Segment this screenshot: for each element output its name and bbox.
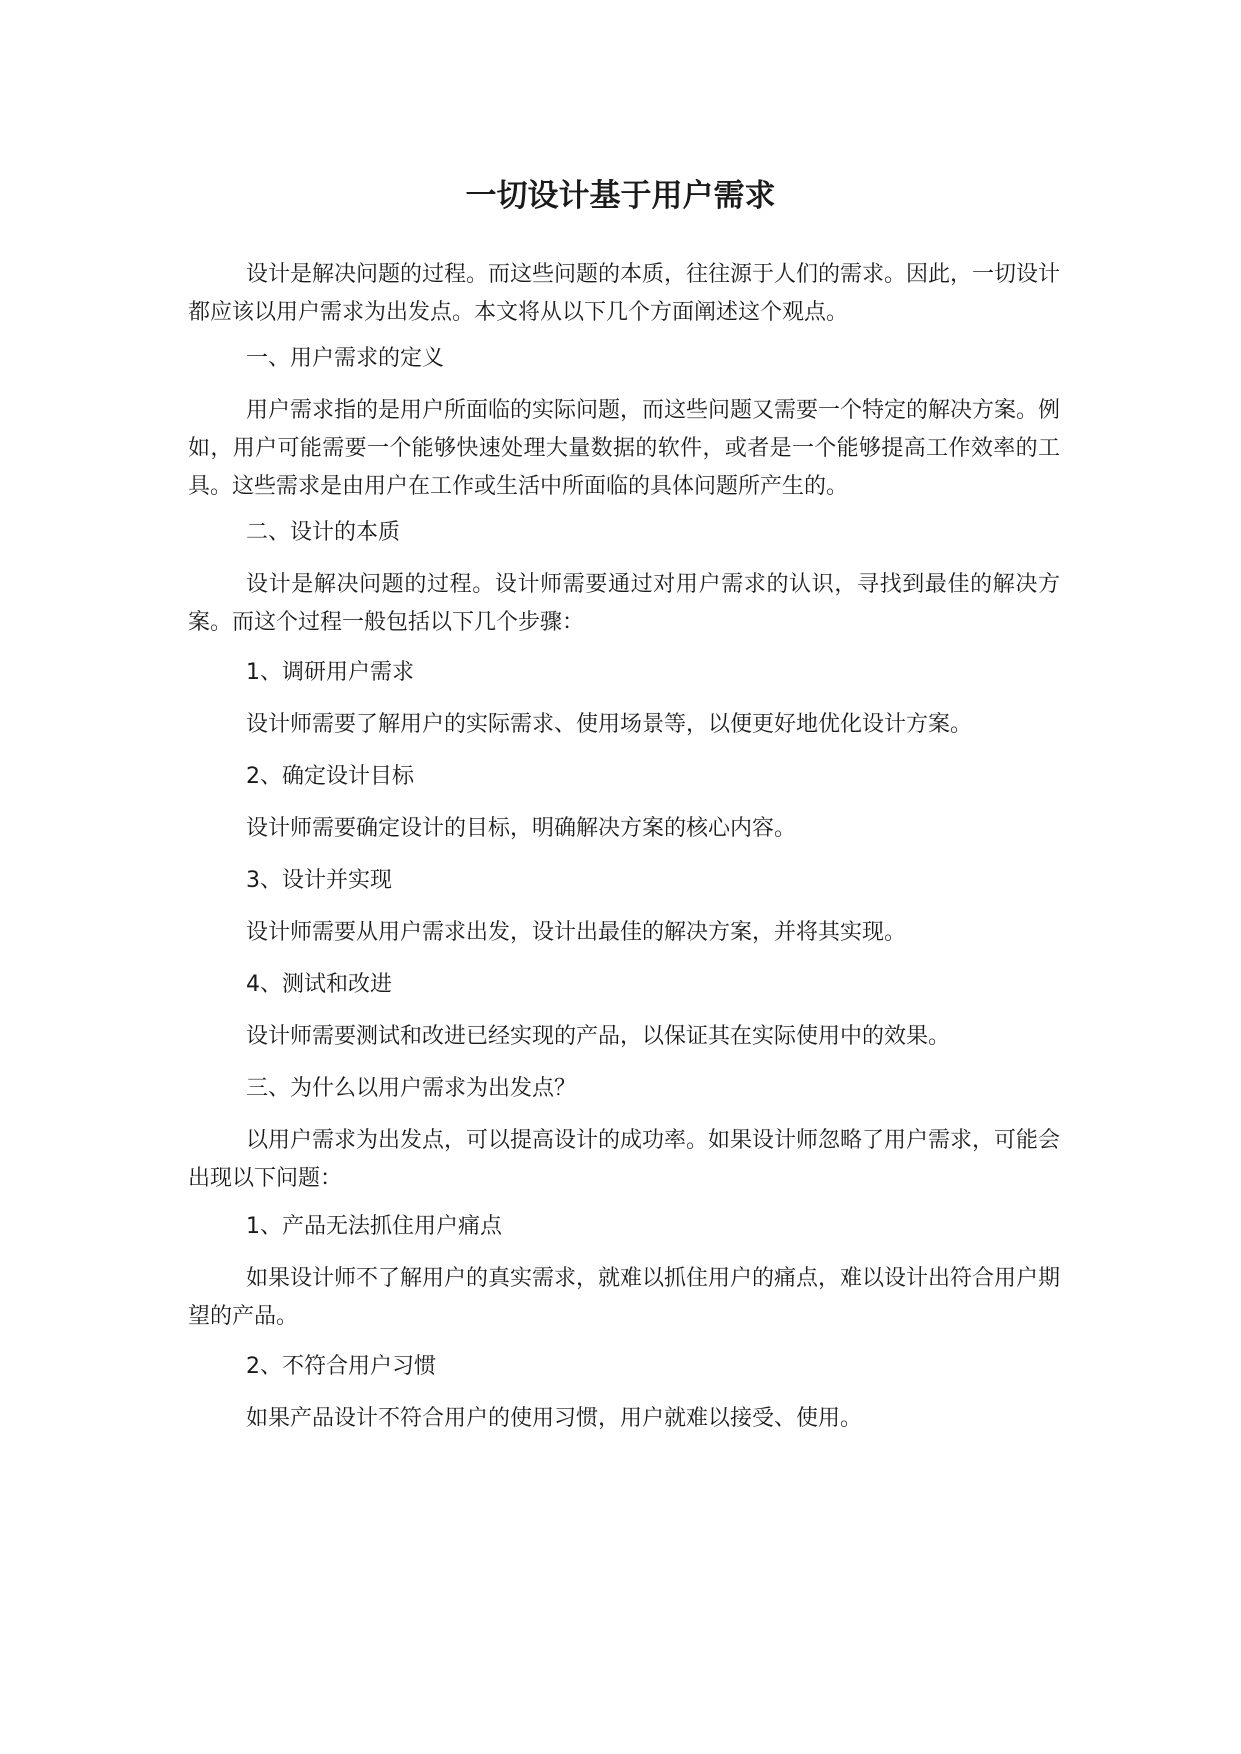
step-text-implement: 设计师需要从用户需求出发，设计出最佳的解决方案，并将其实现。	[246, 920, 907, 945]
section-heading-definition: 一、用户需求的定义	[246, 346, 445, 371]
section-heading-why: 三、为什么以用户需求为出发点？	[246, 1076, 577, 1101]
step-text-goal: 设计师需要确定设计的目标，明确解决方案的核心内容。	[246, 816, 797, 841]
step-label-research: 1、调研用户需求	[246, 660, 414, 685]
section-heading-design-essence: 二、设计的本质	[246, 520, 401, 545]
intro-paragraph: 设计是解决问题的过程。而这些问题的本质，往往源于人们的需求。因此，一切设计都应该以用户需求为出发点。本文将从以下几个方面阐述这个观点。	[188, 262, 1061, 325]
step-text-test: 设计师需要测试和改进已经实现的产品，以保证其在实际使用中的效果。	[246, 1024, 951, 1049]
design-essence-paragraph: 设计是解决问题的过程。设计师需要通过对用户需求的认识，寻找到最佳的解决方案。而这个过程一般包括以下几个步骤：	[188, 572, 1060, 635]
step-text-research: 设计师需要了解用户的实际需求、使用场景等，以便更好地优化设计方案。	[246, 712, 973, 737]
problem-text-habit: 如果产品设计不符合用户的使用习惯，用户就难以接受、使用。	[246, 1406, 863, 1431]
definition-paragraph: 用户需求指的是用户所面临的实际问题，而这些问题又需要一个特定的解决方案。例如，用户可能需要一个能够快速处理大量数据的软件，或者是一个能够提高工作效率的工具。这些需求是由用户在工作或生活中所面临的具体问题所产生的。	[188, 398, 1061, 499]
problem-label-pain-point: 1、产品无法抓住用户痛点	[246, 1214, 502, 1239]
problem-text-pain-point: 如果设计师不了解用户的真实需求，就难以抓住用户的痛点，难以设计出符合用户期望的产品。	[188, 1266, 1061, 1329]
step-label-test: 4、测试和改进	[246, 972, 392, 997]
why-paragraph: 以用户需求为出发点，可以提高设计的成功率。如果设计师忽略了用户需求，可能会出现以下问题：	[188, 1128, 1061, 1191]
step-label-goal: 2、确定设计目标	[246, 764, 414, 789]
document-title: 一切设计基于用户需求	[465, 178, 776, 214]
problem-label-habit: 2、不符合用户习惯	[246, 1354, 436, 1379]
step-label-implement: 3、设计并实现	[246, 868, 392, 893]
